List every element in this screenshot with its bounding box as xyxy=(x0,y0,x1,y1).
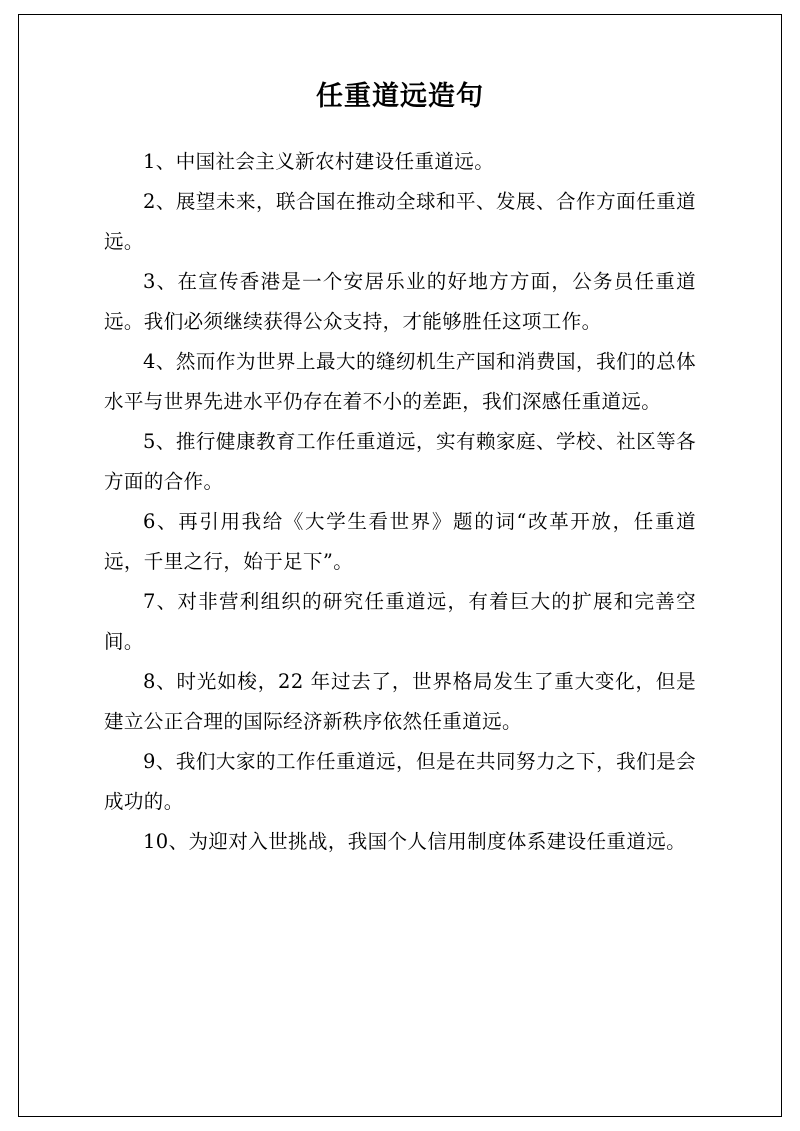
paragraph-9: 9、我们大家的工作任重道远，但是在共同努力之下，我们是会成功的。 xyxy=(104,749,696,813)
paragraph-10: 10、为迎对入世挑战，我国个人信用制度体系建设任重道远。 xyxy=(143,829,687,853)
paragraph-2: 2、展望未来，联合国在推动全球和平、发展、合作方面任重道远。 xyxy=(104,189,696,253)
page-title: 任重道远造句 xyxy=(316,81,484,112)
paragraph-4: 4、然而作为世界上最大的缝纫机生产国和消费国，我们的总体水平与世界先进水平仍存在着不小的差距，我们深感任重道远。 xyxy=(104,349,696,413)
document-body xyxy=(104,78,696,862)
paragraph-5: 5、推行健康教育工作任重道远，实有赖家庭、学校、社区等各方面的合作。 xyxy=(104,429,696,493)
paragraph-6: 6、再引用我给《大学生看世界》题的词“改革开放，任重道远，千里之行，始于足下”。 xyxy=(104,509,696,573)
paragraph-7: 7、对非营利组织的研究任重道远，有着巨大的扩展和完善空间。 xyxy=(104,589,696,653)
paragraph-1: 1、中国社会主义新农村建设任重道远。 xyxy=(143,149,495,173)
paragraph-3: 3、在宣传香港是一个安居乐业的好地方方面，公务员任重道远。我们必须继续获得公众支持，才能够胜任这项工作。 xyxy=(104,269,696,333)
paragraph-8: 8、时光如梭，22 年过去了，世界格局发生了重大变化，但是建立公正合理的国际经济新秩序依然任重道远。 xyxy=(104,669,696,733)
